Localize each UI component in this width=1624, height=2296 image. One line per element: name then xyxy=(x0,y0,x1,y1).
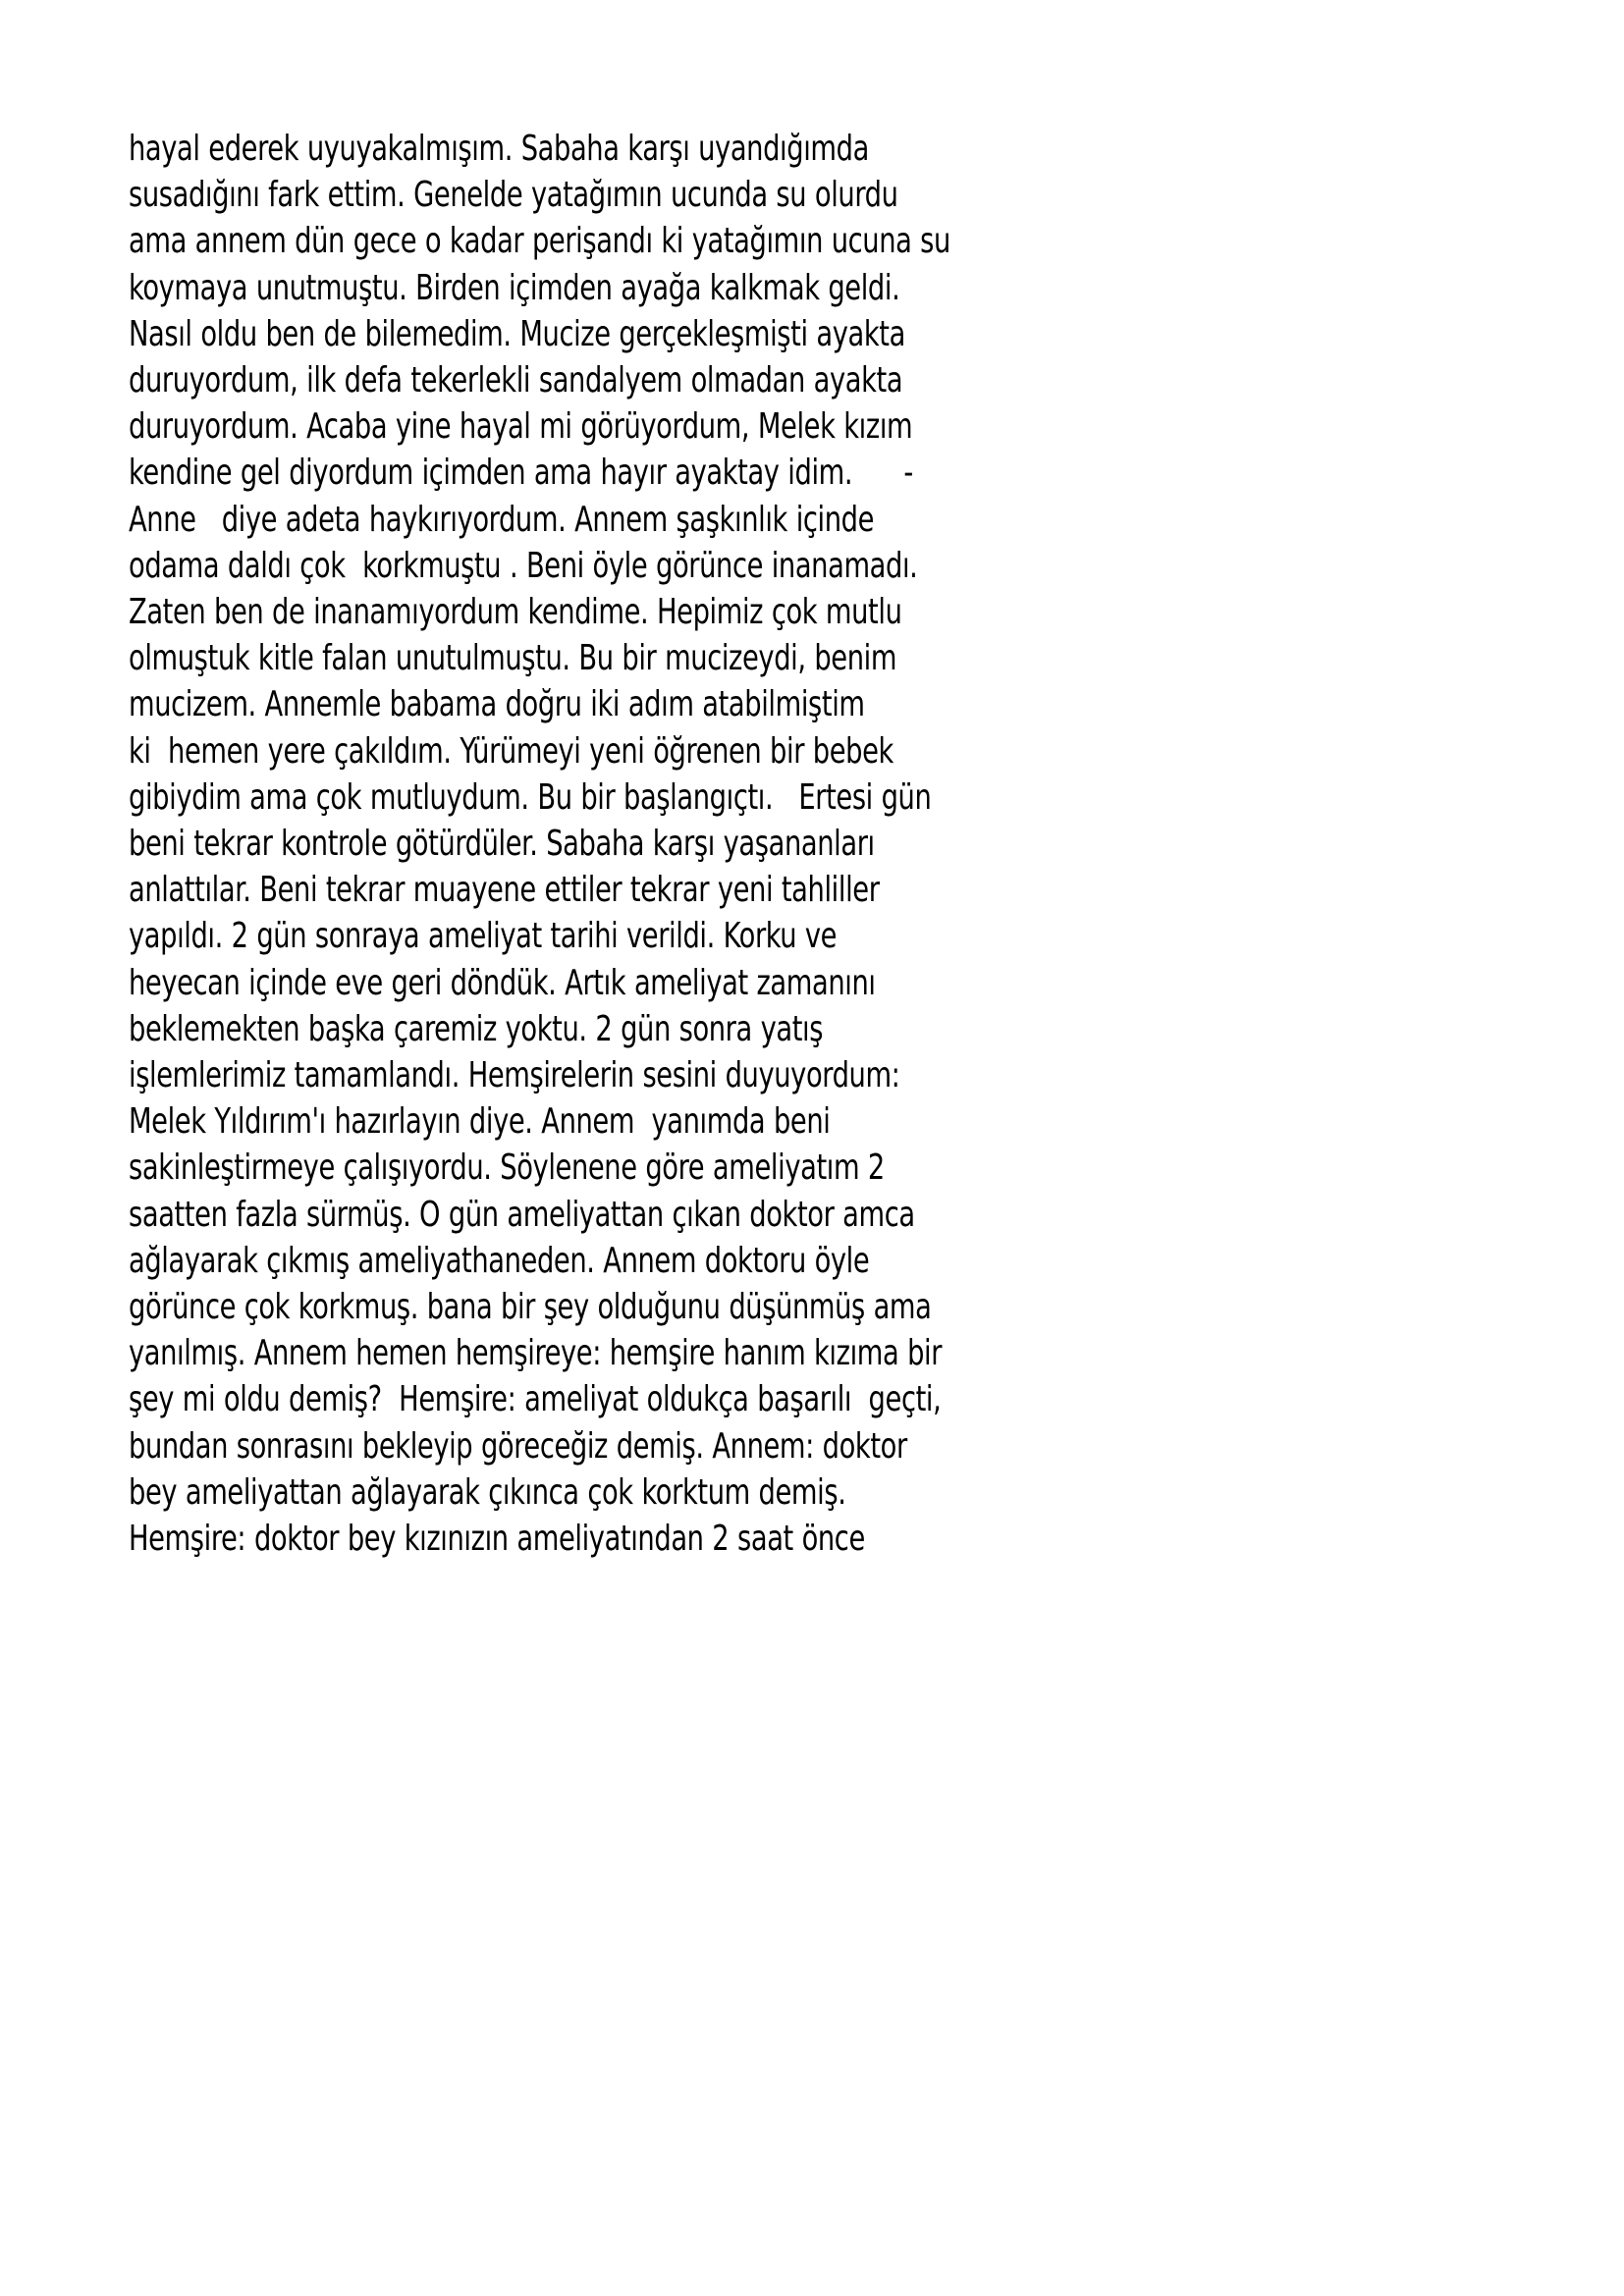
text-line: heyecan içinde eve geri döndük. Artık ameliyat zamanını xyxy=(129,962,876,1003)
text-line: ama annem dün gece o kadar perişandı ki yatağımın ucuna su xyxy=(129,221,950,262)
text-line: şey mi oldu demiş? Hemşire: ameliyat oldukça başarılı geçti, xyxy=(129,1379,942,1420)
text-line: olmuştuk kitle falan unutulmuştu. Bu bir mucizeydi, benim xyxy=(129,638,897,679)
text-line: yapıldı. 2 gün sonraya ameliyat tarihi verildi. Korku ve xyxy=(129,916,838,957)
text-line: mucizem. Annemle babama doğru iki adım atabilmiştim xyxy=(129,684,865,725)
text-line: Hemşire: doktor bey kızınızın ameliyatından 2 saat önce xyxy=(129,1519,865,1560)
text-line: bundan sonrasını bekleyip göreceğiz demiş. Annem: doktor xyxy=(129,1425,907,1467)
text-line: duruyordum, ilk defa tekerlekli sandalyem olmadan ayakta xyxy=(129,360,903,401)
text-line: gibiydim ama çok mutluydum. Bu bir başlangıçtı. Ertesi gün xyxy=(129,776,932,818)
text-line: Zaten ben de inanamıyordum kendime. Hepimiz çok mutlu xyxy=(129,592,902,633)
text-line: ağlayarak çıkmış ameliyathaneden. Annem doktoru öyle xyxy=(129,1240,870,1281)
text-line: Nasıl oldu ben de bilemedim. Mucize gerçekleşmişti ayakta xyxy=(129,313,905,354)
text-line: yanılmış. Annem hemen hemşireye: hemşire hanım kızıma bir xyxy=(129,1333,943,1374)
text-line: bey ameliyattan ağlayarak çıkınca çok korktum demiş. xyxy=(129,1471,846,1513)
text-line: beni tekrar kontrole götürdüler. Sabaha karşı yaşananları xyxy=(129,824,875,865)
text-line: sakinleştirmeye çalışıyordu. Söylenene göre ameliyatım 2 xyxy=(129,1148,885,1189)
text-line: kendine gel diyordum içimden ama hayır ayaktay idim. - xyxy=(129,453,913,494)
text-line: susadığını fark ettim. Genelde yatağımın ucunda su olurdu xyxy=(129,175,898,216)
text-line: duruyordum. Acaba yine hayal mi görüyordum, Melek kızım xyxy=(129,406,913,448)
text-line: işlemlerimiz tamamlandı. Hemşirelerin sesini duyuyordum: xyxy=(129,1055,900,1096)
text-line: hayal ederek uyuyakalmışım. Sabaha karşı uyandığımda xyxy=(129,129,869,169)
text-line: koymaya unutmuştu. Birden içimden ayağa kalkmak geldi. xyxy=(129,267,900,308)
text-line: Melek Yıldırım'ı hazırlayın diye. Annem yanımda beni xyxy=(129,1101,831,1143)
text-line: anlattılar. Beni tekrar muayene ettiler tekrar yeni tahliller xyxy=(129,870,880,911)
body-text-block xyxy=(129,126,1449,1562)
text-line: görünce çok korkmuş. bana bir şey olduğunu düşünmüş ama xyxy=(129,1287,932,1328)
text-line: beklemekten başka çaremiz yoktu. 2 gün sonra yatış xyxy=(129,1008,824,1049)
text-line: Anne diye adeta haykırıyordum. Annem şaşkınlık içinde xyxy=(129,499,875,540)
text-line: ki hemen yere çakıldım. Yürümeyi yeni öğrenen bir bebek xyxy=(129,730,893,772)
text-line: saatten fazla sürmüş. O gün ameliyattan çıkan doktor amca xyxy=(129,1194,915,1235)
text-line: odama daldı çok korkmuştu . Beni öyle görünce inanamadı. xyxy=(129,545,918,586)
